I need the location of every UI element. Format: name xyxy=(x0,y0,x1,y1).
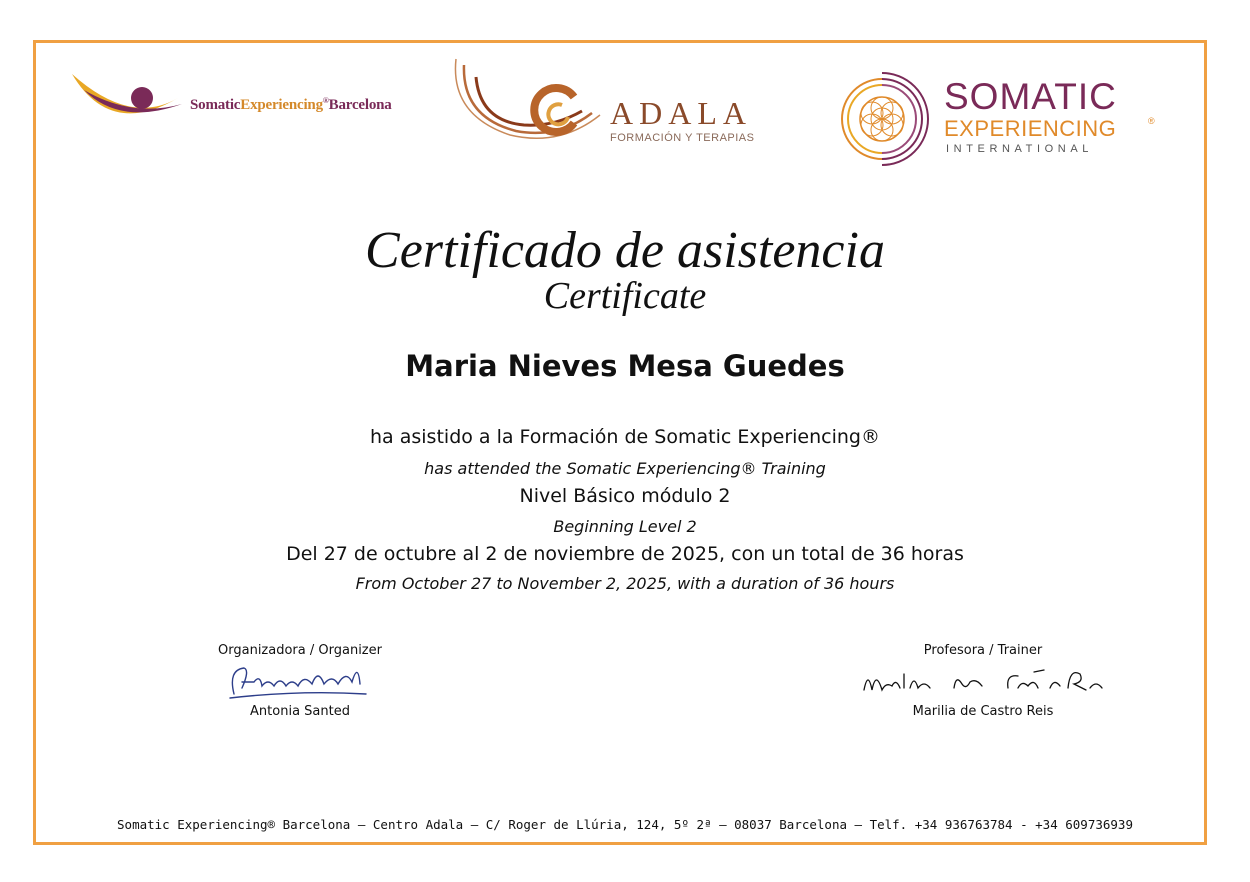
certificate-title: Certificado de asistencia xyxy=(365,222,885,279)
adala-swirl-icon xyxy=(450,55,610,155)
organizer-signature-image xyxy=(220,660,380,704)
attended-en: has attended the Somatic Experiencing® Training xyxy=(424,459,826,478)
organizer-signature-block xyxy=(150,643,450,719)
dates-es: Del 27 de octubre al 2 de noviembre de 2025, con un total de 36 horas xyxy=(286,543,964,565)
seb-logo-word2: Experiencing xyxy=(240,97,323,113)
sei-reg-mark: ® xyxy=(1148,116,1155,126)
sei-rings-icon xyxy=(832,72,937,167)
organizer-role: Organizadora / Organizer xyxy=(218,643,382,658)
seb-logo xyxy=(70,68,400,148)
level-es: Nivel Básico módulo 2 xyxy=(519,485,731,507)
trainer-signature-block xyxy=(833,643,1133,719)
organizer-name: Antonia Santed xyxy=(250,704,350,719)
seb-logo-text xyxy=(190,96,392,114)
trainer-role: Profesora / Trainer xyxy=(923,643,1043,658)
sei-line2: EXPERIENCING xyxy=(944,116,1117,141)
footer-address: Somatic Experiencing® Barcelona – Centro Adala – C/ Roger de Llúria, 124, 5º 2ª – 08037 Barcelona – Telf. +34 936763784 - +34 609736939 xyxy=(117,817,1133,832)
level-en: Beginning Level 2 xyxy=(553,517,697,536)
seb-logo-word3: Barcelona xyxy=(328,97,392,113)
seb-logo-reg: ® xyxy=(322,96,329,105)
sei-line1: SOMATIC xyxy=(944,76,1117,117)
adala-logo xyxy=(450,55,780,155)
adala-tagline: FORMACIÓN Y TERAPIAS xyxy=(610,132,755,144)
seb-emblem-icon xyxy=(70,68,190,148)
seb-logo-word1: Somatic xyxy=(190,97,241,113)
certificate-subtitle: Certificate xyxy=(543,275,707,317)
trainer-signature-image xyxy=(858,660,1108,704)
recipient-name: Maria Nieves Mesa Guedes xyxy=(405,349,845,383)
dates-en: From October 27 to November 2, 2025, with a duration of 36 hours xyxy=(355,574,895,593)
attended-es: ha asistido a la Formación de Somatic Experiencing® xyxy=(370,426,880,448)
adala-name: ADALA xyxy=(610,95,752,131)
sei-logo xyxy=(832,72,1172,167)
sei-line3: INTERNATIONAL xyxy=(946,143,1093,155)
trainer-name: Marilia de Castro Reis xyxy=(912,704,1054,719)
